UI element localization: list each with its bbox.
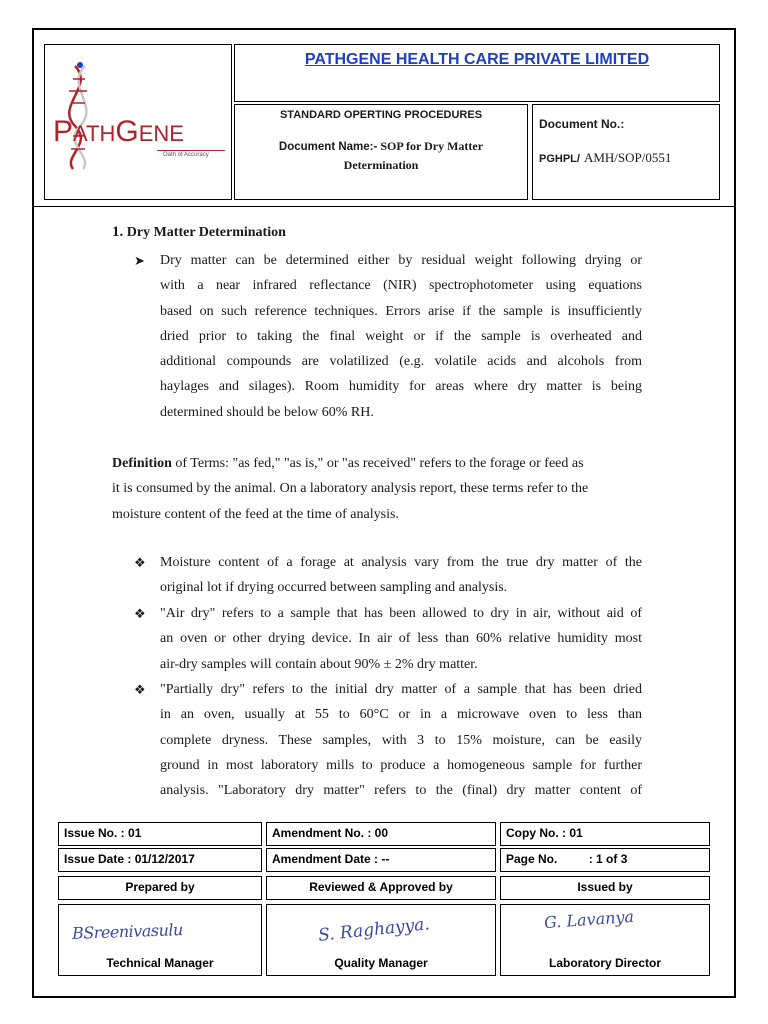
arrow-bullet-icon: ➤	[134, 253, 145, 268]
diamond-bullet-icon: ❖	[134, 606, 146, 621]
role-quality-manager: Quality Manager	[334, 956, 428, 970]
page-no-cell: Page No. : 1 of 3	[500, 848, 710, 872]
intro-line: with a near infrared reflectance (NIR) spectrophotometer using equations	[160, 278, 642, 294]
sop-label: STANDARD OPERTING PROCEDURES	[279, 109, 483, 121]
bullet-line: an oven or other drying device. In air of less than 60% relative humidity most	[160, 631, 642, 647]
diamond-bullet-item	[134, 677, 642, 803]
issue-date-cell: Issue Date : 01/12/2017	[58, 848, 262, 872]
diamond-bullet-icon: ❖	[134, 682, 146, 697]
company-box	[234, 44, 720, 102]
signature-technical-manager: BSreenivasulu	[71, 920, 184, 943]
reviewed-by-cell: Reviewed & Approved by	[266, 876, 496, 900]
copy-no-cell: Copy No. : 01	[500, 822, 710, 846]
prepared-by-cell: Prepared by	[58, 876, 262, 900]
doc-no-label: Document No.:	[539, 117, 625, 131]
doc-no-box	[532, 104, 720, 200]
intro-line: based on such reference techniques. Errors arise if the sample is insufficiently	[160, 303, 642, 319]
logo-wordmark: PATHGENE	[53, 115, 184, 148]
intro-paragraph	[160, 248, 642, 425]
sop-box	[234, 104, 528, 200]
signature-laboratory-director: G. Lavanya	[543, 906, 635, 933]
definition-term: Definition	[112, 456, 172, 471]
intro-line: determined should be below 60% RH.	[160, 404, 374, 420]
bullet-line: Moisture content of a forage at analysis vary from the true dry matter of the	[160, 555, 642, 570]
bullet-line: original lot if drying occurred between sampling and analysis.	[160, 580, 508, 596]
bullet-line: complete dryness. These samples, with 3 to 15% moisture, can be easily	[160, 732, 642, 748]
company-name: PATHGENE HEALTH CARE PRIVATE LIMITED	[304, 51, 650, 68]
bullet-line: air-dry samples will contain about 90% ± 2% dry matter.	[160, 656, 478, 672]
intro-line: additional compounds are volatilized (e.g. volatile acids and alcohols from	[160, 354, 642, 370]
bullet-line: in an oven, usually at 55 to 60°C or in a microwave oven to less than	[160, 707, 642, 723]
header-divider	[34, 206, 734, 207]
amendment-no-cell: Amendment No. : 00	[266, 822, 496, 846]
diamond-bullet-icon: ❖	[134, 555, 146, 570]
bullet-text	[160, 550, 642, 601]
doc-no-value: PGHPL/ AMH/SOP/0551	[539, 150, 672, 165]
role-technical-manager: Technical Manager	[106, 956, 214, 970]
bullet-line: "Air dry" refers to a sample that has been allowed to dry in air, without aid of	[160, 606, 642, 621]
signature-quality-manager: S. Raghayya.	[317, 914, 431, 946]
intro-line: dried prior to taking the final weight or if the sample is overheated and	[160, 328, 642, 344]
diamond-bullet-item	[134, 550, 642, 601]
bullet-text	[160, 677, 642, 803]
section-heading: 1. Dry Matter Determination	[112, 224, 286, 240]
diamond-bullet-item	[134, 601, 642, 677]
issue-no-cell: Issue No. : 01	[58, 822, 262, 846]
issued-by-cell: Issued by	[500, 876, 710, 900]
bullet-text	[160, 601, 642, 677]
amendment-date-cell: Amendment Date : --	[266, 848, 496, 872]
intro-line: Dry matter can be determined either by residual weight following drying or	[160, 253, 642, 268]
bullet-line: analysis. "Laboratory dry matter" refers to the (final) dry matter content of	[160, 783, 642, 799]
bullet-line: ground in most laboratory mills to produce a homogeneous sample for further	[160, 757, 642, 773]
document-name: Document Name:- SOP for Dry Matter Determination	[278, 139, 484, 172]
logo-box	[44, 44, 232, 200]
definition-text: of Terms: "as fed," "as is," or "as received" refers to the forage or feed as it is consumed by the animal. On a laboratory analysis report, these terms refer to the moisture content of the feed at the time of analysis.	[112, 456, 589, 522]
logo-tagline: Oath of Accuracy	[163, 152, 209, 158]
definition-paragraph	[112, 451, 642, 527]
intro-line: haylages and silages). Room humidity for areas where dry matter is being	[160, 379, 642, 395]
intro-bullet	[134, 248, 642, 425]
bullet-line: "Partially dry" refers to the initial dry matter of a sample that has been dried	[160, 682, 642, 697]
role-laboratory-director: Laboratory Director	[548, 956, 662, 970]
logo-underline	[157, 150, 225, 151]
